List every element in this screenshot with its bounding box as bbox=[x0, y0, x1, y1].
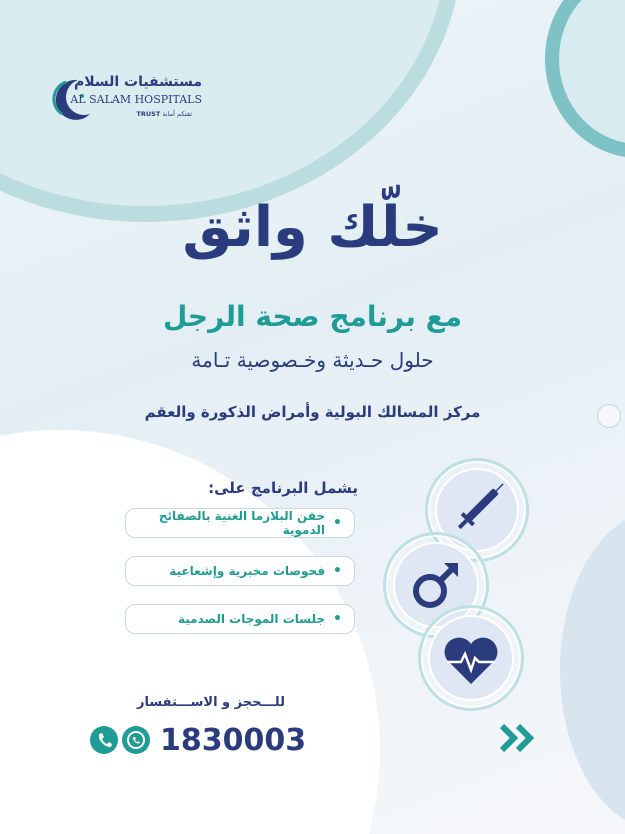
bullet-icon: • bbox=[333, 611, 342, 627]
heart-badge bbox=[418, 605, 524, 711]
hospital-logo bbox=[52, 72, 202, 127]
brand-name-ar: مستشفيات السلام bbox=[73, 74, 202, 90]
phone-number[interactable]: 1830003 bbox=[160, 722, 307, 758]
headline: خلّك واثق bbox=[182, 195, 443, 260]
bullet-icon: • bbox=[333, 563, 342, 579]
brand-name-en: AL SALAM HOSPITALS bbox=[70, 93, 202, 106]
whatsapp-icon[interactable] bbox=[122, 726, 150, 754]
subheadline: مع برنامج صحة الرجل bbox=[162, 300, 463, 333]
includes-title: يشمل البرنامج على: bbox=[208, 479, 358, 497]
description: حلول حـديثة وخـصوصية تـامة bbox=[191, 348, 434, 372]
bullet-icon: • bbox=[333, 515, 342, 531]
double-chevron-icon[interactable] bbox=[498, 722, 538, 754]
center-name: مركز المسالك البولية وأمراض الذكورة والعقم bbox=[144, 403, 481, 421]
phone-icon[interactable] bbox=[90, 726, 118, 754]
list-item: • حقن البلازما الغنية بالصفائح الدموية bbox=[125, 508, 355, 538]
booking-label: للـــحجز و الاســـتفسار bbox=[137, 695, 285, 710]
next-slide-button[interactable] bbox=[597, 404, 621, 428]
list-item: • جلسات الموجات الصدمية bbox=[125, 604, 355, 634]
list-item: • فحوصات مخبرية وإشعاعية bbox=[125, 556, 355, 586]
heart-pulse-icon bbox=[421, 608, 521, 708]
phone-contact[interactable] bbox=[90, 722, 306, 758]
brand-tagline: TRUST ثقتكم أمانة bbox=[136, 110, 192, 118]
bg-ring-top-right bbox=[545, 0, 625, 158]
bg-circle-right bbox=[560, 510, 625, 830]
